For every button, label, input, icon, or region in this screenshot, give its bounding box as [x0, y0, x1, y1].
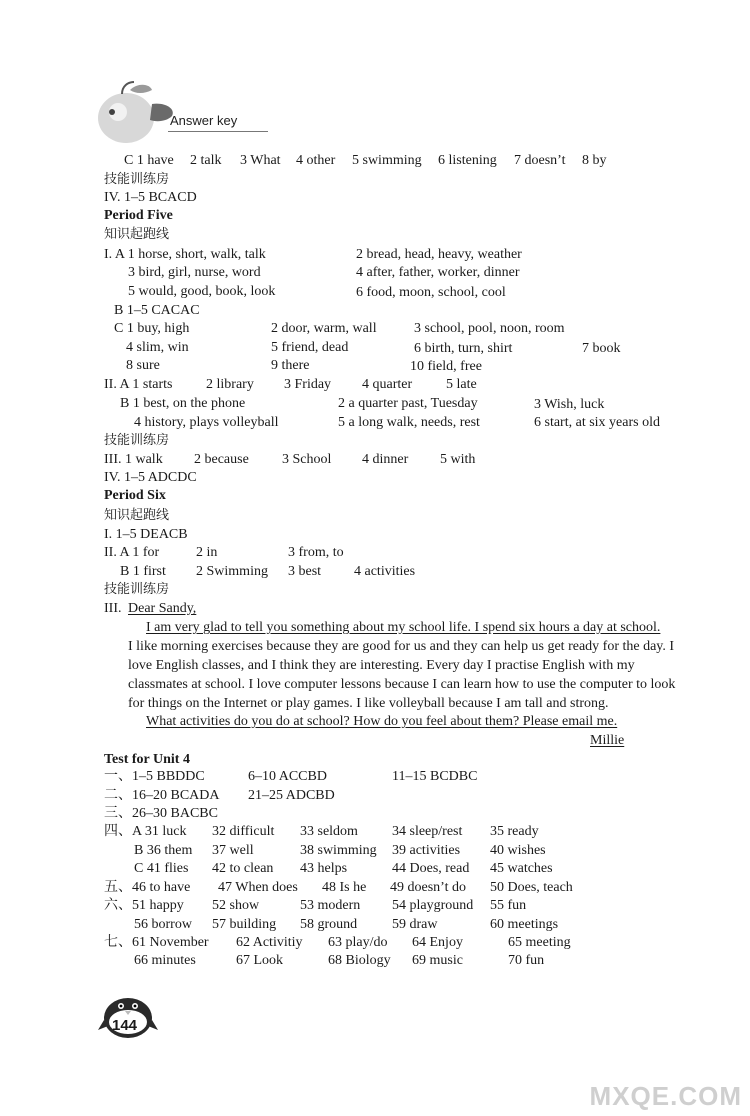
answer-line: 4 activities — [354, 564, 416, 579]
answer-line: 38 swimming — [300, 843, 377, 858]
answer-line: 2 in — [196, 545, 218, 560]
answer-line: 45 watches — [490, 861, 553, 876]
answer-line: 40 wishes — [490, 843, 546, 858]
answer-line: 五、46 to have — [104, 880, 191, 895]
answer-line: 35 ready — [490, 824, 539, 839]
answer-line: 七、61 November — [104, 935, 209, 950]
answer-line: Millie — [590, 733, 625, 748]
answer-line: B 36 them — [134, 843, 193, 858]
answer-line: 65 meeting — [508, 935, 571, 950]
answer-line: 3 from, to — [288, 545, 344, 560]
answer-line: Test for Unit 4 — [104, 752, 190, 767]
answer-line: 34 sleep/rest — [392, 824, 463, 839]
answer-line: C 1 buy, high — [114, 321, 190, 336]
answer-line: II. A 1 starts — [104, 377, 173, 392]
answer-line: 2 talk — [190, 153, 222, 168]
answer-line: 2 bread, head, heavy, weather — [356, 247, 522, 262]
answer-line: 66 minutes — [134, 953, 196, 968]
watermark: MXQE.COM — [589, 1081, 742, 1111]
answer-line: 3 School — [282, 452, 332, 467]
answer-line: 知识起跑线 — [104, 508, 170, 523]
answer-line: 2 because — [194, 452, 249, 467]
answer-line: 6 birth, turn, shirt — [414, 341, 513, 356]
answer-line: 5 friend, dead — [271, 340, 349, 355]
answer-line: II. A 1 for — [104, 545, 160, 560]
answer-line: 11–15 BCDBC — [392, 769, 478, 784]
answer-line: 33 seldom — [300, 824, 358, 839]
answer-line: 43 helps — [300, 861, 348, 876]
letter-body: I like morning exercises because they are good for us and they can help us get ready for the day. I love English classes, and I think they are interesting. Every day I practise English with my classmates at school. I love computer lessons because I can learn how to use the computer to look for things on the Internet or play games. I like volleyball because I am tall and strong. — [128, 639, 676, 711]
answer-line: B 1–5 CACAC — [114, 303, 200, 318]
answer-line: 知识起跑线 — [104, 227, 170, 242]
answer-line: 技能训练房 — [104, 433, 170, 448]
answer-line: 44 Does, read — [392, 861, 470, 876]
answer-line: 69 music — [412, 953, 463, 968]
answer-line: 48 Is he — [322, 880, 367, 895]
answer-line: 63 play/do — [328, 935, 388, 950]
answer-line: 37 well — [212, 843, 254, 858]
answer-line: 7 doesn’t — [514, 153, 566, 168]
answer-line: 21–25 ADCBD — [248, 788, 335, 803]
answer-line: 54 playground — [392, 898, 474, 913]
answer-line: 5 a long walk, needs, rest — [338, 415, 480, 430]
answer-line: 3 best — [288, 564, 322, 579]
answer-line: Period Six — [104, 488, 166, 503]
answer-line: 5 with — [440, 452, 476, 467]
answer-line: 2 Swimming — [196, 564, 268, 579]
answer-line: 一、1–5 BBDDC — [104, 769, 205, 784]
answer-line: 4 history, plays volleyball — [134, 415, 279, 430]
answer-line: 6–10 ACCBD — [248, 769, 327, 784]
answer-line: 4 dinner — [362, 452, 409, 467]
answer-line: 8 by — [582, 153, 607, 168]
answer-line: 39 activities — [392, 843, 461, 858]
answer-line: 3 school, pool, noon, room — [414, 321, 565, 336]
answer-line: 2 door, warm, wall — [271, 321, 377, 336]
answer-line: C 1 have — [124, 153, 174, 168]
answer-line: 六、51 happy — [104, 898, 184, 913]
answer-line: 59 draw — [392, 917, 438, 932]
answer-line: 32 difficult — [212, 824, 275, 839]
letter-closing: What activities do you do at school? How do you feel about them? Please email me. — [146, 714, 618, 729]
header-title: Answer key — [170, 113, 238, 128]
answer-line: 5 swimming — [352, 153, 422, 168]
answer-line: IV. 1–5 BCACD — [104, 190, 197, 205]
answer-line: 4 quarter — [362, 377, 413, 392]
answer-line: 60 meetings — [490, 917, 559, 932]
answer-line: I. A 1 horse, short, walk, talk — [104, 247, 266, 262]
answer-line: 9 there — [271, 358, 310, 373]
answer-line: III. 1 walk — [104, 452, 163, 467]
answer-line: 50 Does, teach — [490, 880, 573, 895]
answer-line: 49 doesn’t do — [390, 880, 466, 895]
answer-line: 58 ground — [300, 917, 358, 932]
answer-line: C 41 flies — [134, 861, 189, 876]
answer-line: 二、16–20 BCADA — [104, 788, 220, 803]
answer-line: 5 late — [446, 377, 477, 392]
answer-line: 56 borrow — [134, 917, 192, 932]
answer-line: Dear Sandy, — [128, 601, 197, 616]
answer-line: 8 sure — [126, 358, 160, 373]
answer-line: 6 listening — [438, 153, 497, 168]
answer-line: 42 to clean — [212, 861, 274, 876]
answer-line: 2 library — [206, 377, 254, 392]
answer-line: 68 Biology — [328, 953, 391, 968]
answer-line: B 1 first — [120, 564, 166, 579]
answer-line: 3 bird, girl, nurse, word — [128, 265, 261, 280]
answer-line: 4 after, father, worker, dinner — [356, 265, 520, 280]
header-rule — [168, 131, 268, 132]
answer-line: 三、26–30 BACBC — [104, 806, 218, 821]
page-number: 144 — [112, 1017, 138, 1034]
answer-line: 47 When does — [218, 880, 298, 895]
answer-line: 52 show — [212, 898, 260, 913]
answer-line: 2 a quarter past, Tuesday — [338, 396, 478, 411]
answer-line: 6 start, at six years old — [534, 415, 660, 430]
answer-line: 7 book — [582, 341, 621, 356]
answer-line: 64 Enjoy — [412, 935, 463, 950]
answer-line: Period Five — [104, 208, 173, 223]
answer-line: I. 1–5 DEACB — [104, 527, 188, 542]
answer-line: 技能训练房 — [104, 172, 170, 187]
answer-line: 4 slim, win — [126, 340, 189, 355]
answer-line: III. — [104, 601, 122, 616]
answer-line: 3 Friday — [284, 377, 332, 392]
answer-line: 3 Wish, luck — [534, 397, 605, 412]
answer-line: B 1 best, on the phone — [120, 396, 246, 411]
apple-logo-icon — [92, 78, 182, 148]
answer-line: 3 What — [240, 153, 281, 168]
answer-line: 67 Look — [236, 953, 284, 968]
answer-line: 技能训练房 — [104, 582, 170, 597]
answer-line: 5 would, good, book, look — [128, 284, 276, 299]
answer-line: 70 fun — [508, 953, 545, 968]
answer-line: 6 food, moon, school, cool — [356, 285, 506, 300]
answer-line: 53 modern — [300, 898, 361, 913]
answer-line: 10 field, free — [410, 359, 482, 374]
answer-line: IV. 1–5 ADCDC — [104, 470, 197, 485]
answer-line: 55 fun — [490, 898, 527, 913]
letter-first-line: I am very glad to tell you something about my school life. I spend six hours a day at school. — [146, 620, 661, 635]
answer-line: 57 building — [212, 917, 277, 932]
answer-line: 62 Activitiy — [236, 935, 303, 950]
answer-line: 4 other — [296, 153, 336, 168]
answer-line: 四、A 31 luck — [104, 824, 187, 839]
